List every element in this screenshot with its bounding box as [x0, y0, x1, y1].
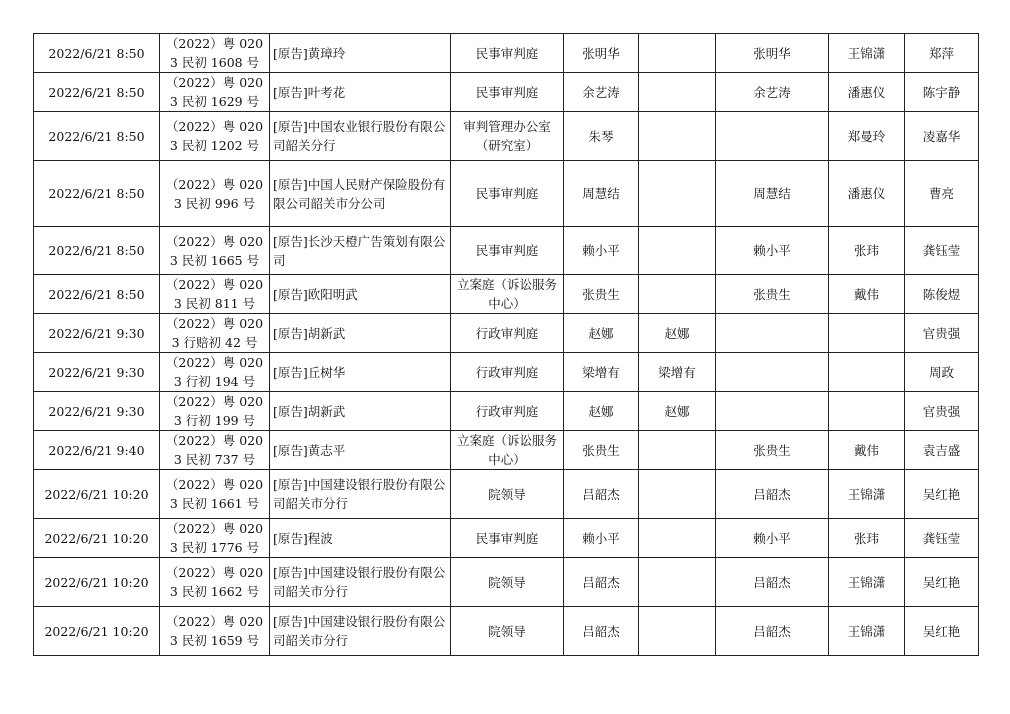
recorder-cell: 陈俊煜	[905, 275, 979, 314]
party-name-cell: [原告]程波	[270, 519, 451, 558]
judge-member-cell	[639, 431, 716, 470]
case-number-cell: （2022）粤 0203 民初 1608 号	[160, 34, 270, 73]
judge-member-2-cell: 赖小平	[716, 227, 829, 275]
judge-member-2-cell: 周慧结	[716, 161, 829, 227]
clerk-cell: 戴伟	[829, 431, 905, 470]
department-cell: 行政审判庭	[451, 314, 564, 353]
judge-member-2-cell	[716, 353, 829, 392]
judge-member-cell	[639, 34, 716, 73]
department-cell: 立案庭（诉讼服务中心）	[451, 431, 564, 470]
recorder-cell: 官贵强	[905, 392, 979, 431]
hearing-time-cell: 2022/6/21 8:50	[34, 161, 160, 227]
presiding-judge-cell: 赵娜	[564, 314, 639, 353]
clerk-cell	[829, 314, 905, 353]
presiding-judge-cell: 赵娜	[564, 392, 639, 431]
table-row	[34, 161, 979, 227]
judge-member-2-cell	[716, 112, 829, 161]
table-row	[34, 112, 979, 161]
hearing-time-cell: 2022/6/21 8:50	[34, 34, 160, 73]
case-number-cell: （2022）粤 0203 民初 811 号	[160, 275, 270, 314]
judge-member-2-cell: 吕韶杰	[716, 607, 829, 656]
recorder-cell: 曹亮	[905, 161, 979, 227]
clerk-cell: 王锦潇	[829, 34, 905, 73]
recorder-cell: 吴红艳	[905, 607, 979, 656]
judge-member-cell	[639, 470, 716, 519]
table-row	[34, 431, 979, 470]
clerk-cell	[829, 392, 905, 431]
recorder-cell: 龚钰莹	[905, 519, 979, 558]
hearing-time-cell: 2022/6/21 9:30	[34, 314, 160, 353]
presiding-judge-cell: 赖小平	[564, 227, 639, 275]
party-name-cell: [原告]中国农业银行股份有限公司韶关分行	[270, 112, 451, 161]
hearing-time-cell: 2022/6/21 9:30	[34, 353, 160, 392]
party-name-cell: [原告]黄璋玲	[270, 34, 451, 73]
department-cell: 民事审判庭	[451, 34, 564, 73]
case-number-cell: （2022）粤 0203 民初 1665 号	[160, 227, 270, 275]
judge-member-cell	[639, 558, 716, 607]
judge-member-2-cell: 吕韶杰	[716, 558, 829, 607]
recorder-cell: 龚钰莹	[905, 227, 979, 275]
party-name-cell: [原告]中国建设银行股份有限公司韶关市分行	[270, 470, 451, 519]
department-cell: 民事审判庭	[451, 73, 564, 112]
judge-member-2-cell	[716, 314, 829, 353]
presiding-judge-cell: 张贵生	[564, 275, 639, 314]
party-name-cell: [原告]叶考花	[270, 73, 451, 112]
hearing-time-cell: 2022/6/21 9:40	[34, 431, 160, 470]
clerk-cell: 潘惠仪	[829, 73, 905, 112]
presiding-judge-cell: 余艺涛	[564, 73, 639, 112]
department-cell: 民事审判庭	[451, 519, 564, 558]
department-cell: 院领导	[451, 607, 564, 656]
hearing-time-cell: 2022/6/21 8:50	[34, 227, 160, 275]
table-row	[34, 392, 979, 431]
party-name-cell: [原告]长沙天橙广告策划有限公司	[270, 227, 451, 275]
judge-member-cell	[639, 73, 716, 112]
case-number-cell: （2022）粤 0203 行赔初 42 号	[160, 314, 270, 353]
presiding-judge-cell: 张贵生	[564, 431, 639, 470]
hearing-time-cell: 2022/6/21 10:20	[34, 558, 160, 607]
case-number-cell: （2022）粤 0203 民初 1629 号	[160, 73, 270, 112]
case-number-cell: （2022）粤 0203 民初 1662 号	[160, 558, 270, 607]
table-row	[34, 353, 979, 392]
presiding-judge-cell: 吕韶杰	[564, 607, 639, 656]
party-name-cell: [原告]中国人民财产保险股份有限公司韶关市分公司	[270, 161, 451, 227]
recorder-cell: 袁吉盛	[905, 431, 979, 470]
table-row	[34, 470, 979, 519]
presiding-judge-cell: 朱琴	[564, 112, 639, 161]
judge-member-2-cell: 吕韶杰	[716, 470, 829, 519]
table-row	[34, 34, 979, 73]
judge-member-2-cell: 余艺涛	[716, 73, 829, 112]
judge-member-cell: 赵娜	[639, 314, 716, 353]
table-row	[34, 558, 979, 607]
hearing-time-cell: 2022/6/21 10:20	[34, 470, 160, 519]
clerk-cell: 郑曼玲	[829, 112, 905, 161]
recorder-cell: 周政	[905, 353, 979, 392]
presiding-judge-cell: 周慧结	[564, 161, 639, 227]
hearing-time-cell: 2022/6/21 8:50	[34, 73, 160, 112]
judge-member-cell	[639, 161, 716, 227]
recorder-cell: 官贵强	[905, 314, 979, 353]
table-row	[34, 519, 979, 558]
judge-member-cell: 梁增有	[639, 353, 716, 392]
clerk-cell	[829, 353, 905, 392]
case-number-cell: （2022）粤 0203 行初 199 号	[160, 392, 270, 431]
presiding-judge-cell: 赖小平	[564, 519, 639, 558]
case-number-cell: （2022）粤 0203 民初 996 号	[160, 161, 270, 227]
department-cell: 民事审判庭	[451, 161, 564, 227]
department-cell: 审判管理办公室（研究室）	[451, 112, 564, 161]
clerk-cell: 王锦潇	[829, 470, 905, 519]
judge-member-2-cell	[716, 392, 829, 431]
judge-member-cell: 赵娜	[639, 392, 716, 431]
hearing-time-cell: 2022/6/21 10:20	[34, 519, 160, 558]
clerk-cell: 张玮	[829, 227, 905, 275]
party-name-cell: [原告]中国建设银行股份有限公司韶关市分行	[270, 558, 451, 607]
case-number-cell: （2022）粤 0203 民初 1659 号	[160, 607, 270, 656]
table-row	[34, 607, 979, 656]
judge-member-2-cell: 张贵生	[716, 275, 829, 314]
presiding-judge-cell: 梁增有	[564, 353, 639, 392]
judge-member-cell	[639, 112, 716, 161]
department-cell: 民事审判庭	[451, 227, 564, 275]
recorder-cell: 陈宇静	[905, 73, 979, 112]
judge-member-cell	[639, 519, 716, 558]
recorder-cell: 郑萍	[905, 34, 979, 73]
table-row	[34, 314, 979, 353]
hearing-time-cell: 2022/6/21 10:20	[34, 607, 160, 656]
case-number-cell: （2022）粤 0203 民初 1776 号	[160, 519, 270, 558]
judge-member-2-cell: 张贵生	[716, 431, 829, 470]
table-row	[34, 227, 979, 275]
table-body	[34, 34, 979, 656]
department-cell: 院领导	[451, 470, 564, 519]
hearing-time-cell: 2022/6/21 8:50	[34, 112, 160, 161]
case-number-cell: （2022）粤 0203 行初 194 号	[160, 353, 270, 392]
clerk-cell: 戴伟	[829, 275, 905, 314]
party-name-cell: [原告]中国建设银行股份有限公司韶关市分行	[270, 607, 451, 656]
case-number-cell: （2022）粤 0203 民初 737 号	[160, 431, 270, 470]
party-name-cell: [原告]胡新武	[270, 314, 451, 353]
party-name-cell: [原告]丘树华	[270, 353, 451, 392]
judge-member-cell	[639, 227, 716, 275]
recorder-cell: 吴红艳	[905, 558, 979, 607]
hearing-time-cell: 2022/6/21 8:50	[34, 275, 160, 314]
presiding-judge-cell: 吕韶杰	[564, 558, 639, 607]
table-row	[34, 275, 979, 314]
hearing-time-cell: 2022/6/21 9:30	[34, 392, 160, 431]
department-cell: 行政审判庭	[451, 392, 564, 431]
judge-member-2-cell: 张明华	[716, 34, 829, 73]
clerk-cell: 潘惠仪	[829, 161, 905, 227]
table-row	[34, 73, 979, 112]
department-cell: 院领导	[451, 558, 564, 607]
party-name-cell: [原告]欧阳明武	[270, 275, 451, 314]
presiding-judge-cell: 吕韶杰	[564, 470, 639, 519]
case-number-cell: （2022）粤 0203 民初 1202 号	[160, 112, 270, 161]
party-name-cell: [原告]胡新武	[270, 392, 451, 431]
recorder-cell: 吴红艳	[905, 470, 979, 519]
recorder-cell: 凌嘉华	[905, 112, 979, 161]
clerk-cell: 王锦潇	[829, 607, 905, 656]
department-cell: 立案庭（诉讼服务中心）	[451, 275, 564, 314]
department-cell: 行政审判庭	[451, 353, 564, 392]
judge-member-cell	[639, 275, 716, 314]
judge-member-cell	[639, 607, 716, 656]
case-number-cell: （2022）粤 0203 民初 1661 号	[160, 470, 270, 519]
clerk-cell: 张玮	[829, 519, 905, 558]
judge-member-2-cell: 赖小平	[716, 519, 829, 558]
party-name-cell: [原告]黄志平	[270, 431, 451, 470]
clerk-cell: 王锦潇	[829, 558, 905, 607]
hearing-schedule-table	[33, 33, 979, 656]
presiding-judge-cell: 张明华	[564, 34, 639, 73]
